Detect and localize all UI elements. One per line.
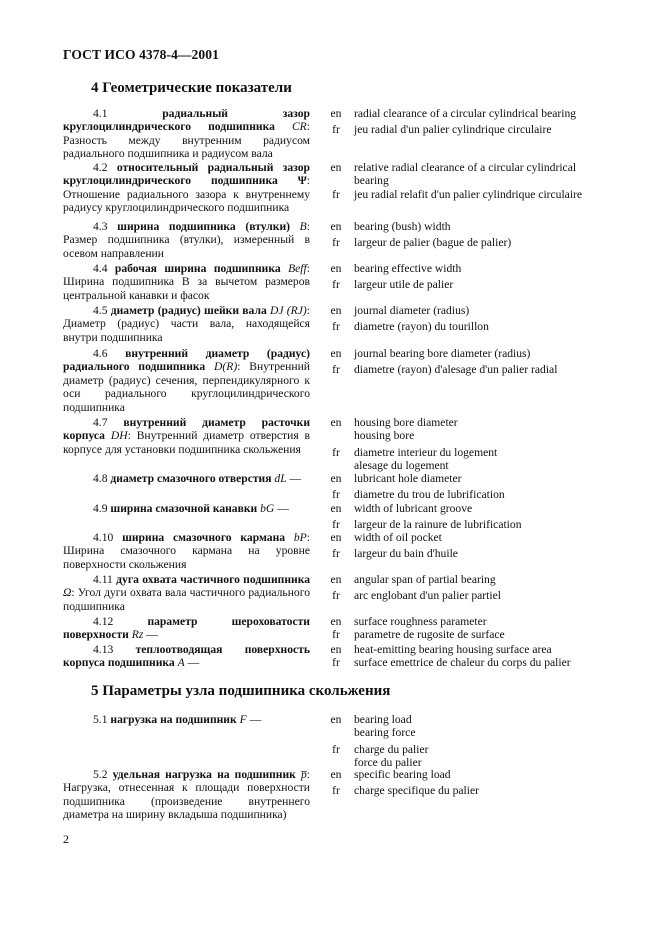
section-5-title: 5 Параметры узла подшипника скольжения <box>91 683 391 699</box>
term-definition: 4.11 дуга охвата частичного подшипника Ω: Угол дуги охвата вала частичного радиального подшипника <box>63 573 310 613</box>
term-name: радиальный зазор круглоцилиндрического подшипника <box>63 107 310 134</box>
term-name: внутренний диаметр (радиус) радиального подшипника <box>63 347 311 374</box>
term-definition: 4.4 рабочая ширина подшипника Beff: Ширина подшипника B за вычетом размеров центральной канавки и фасок <box>63 262 310 302</box>
term-translations: en specific bearing load fr charge specifique du palier <box>330 768 480 798</box>
term-definition: 4.10 ширина смазочного кармана bP: Ширина смазочного кармана на уровне поверхности скольжения <box>63 531 310 571</box>
term-name: параметр шероховатости поверхности <box>63 615 310 642</box>
term-definition: 4.12 параметр шероховатости поверхности Rz — <box>63 615 310 642</box>
standard-header: ГОСТ ИСО 4378-4—2001 <box>63 47 219 62</box>
term-translations: en bearing (bush) width fr largeur de palier (bague de palier) <box>330 220 512 250</box>
term-symbol: DH <box>110 429 128 443</box>
term-translations: en bearing effective width fr largeur utile de palier <box>330 262 462 292</box>
term-symbol: CR <box>291 120 307 134</box>
term-definition: 4.8 диаметр смазочного отверстия dL — <box>93 472 302 485</box>
term-definition: 4.13 теплоотводящая поверхность корпуса подшипника A — <box>63 643 310 670</box>
term-name: относительный радиальный зазор круглоцилиндрического подшипника <box>63 161 310 188</box>
term-name: дуга охвата частичного подшипника <box>116 573 310 586</box>
term-definition: 4.3 ширина подшипника (втулки) B: Размер подшипника (втулки), измеренный в осевом направлении <box>63 220 310 260</box>
term-name: ширина подшипника (втулки) <box>117 220 290 233</box>
term-name: нагрузка на подшипник <box>110 713 237 726</box>
term-name: удельная нагрузка на подшипник <box>112 768 296 781</box>
term-definition: 4.5 диаметр (радиус) шейки вала DJ (RJ): Диаметр (радиус) части вала, находящейся внутри подшипника <box>63 304 310 344</box>
term-name: диаметр (радиус) шейки вала <box>110 304 267 317</box>
term-name: диаметр смазочного отверстия <box>110 472 272 485</box>
term-name: рабочая ширина подшипника <box>114 262 281 275</box>
term-definition: 4.6 внутренний диаметр (радиус) радиального подшипника D(R): Внутренний диаметр (радиус) сечения, перпендикулярного к оси радиального круглоцилиндрического подшипника <box>63 347 311 414</box>
term-translations: en housing bore diameter housing bore fr diametre interieur du logement alesage du logement <box>330 416 498 473</box>
term-symbol: bP <box>293 531 307 544</box>
term-symbol: Ω <box>63 586 72 600</box>
term-symbol: dL <box>274 472 287 485</box>
term-name: ширина смазочного кармана <box>122 531 286 544</box>
term-translations: en journal bearing bore diameter (radius) fr diametre (rayon) d'alesage d'un palier radial <box>330 347 558 377</box>
term-symbol: p̅ <box>300 768 307 781</box>
term-symbol: F <box>239 713 247 726</box>
term-translations: en bearing load bearing force fr charge du palier force du palier <box>330 713 429 770</box>
term-definition: 4.9 ширина смазочной канавки bG — <box>93 502 289 515</box>
term-translations: en radial clearance of a circular cylindrical bearing fr jeu radial d'un palier cylindrique circulaire <box>330 107 577 137</box>
term-translations: en width of oil pocket fr largeur du bain d'huile <box>330 531 458 561</box>
term-definition: 5.2 удельная нагрузка на подшипник p̅: Нагрузка, отнесенная к площади поверхности подшипника (произведение внутреннего диаметра на ширину вкладыша подшипника) <box>63 768 310 822</box>
term-definition: 4.2 относительный радиальный зазор круглоцилиндрического подшипника Ψ: Отношение радиального зазора к внутреннему радиусу круглоцилиндрического подшипника <box>63 161 310 215</box>
term-translations: en heat-emitting bearing housing surface area fr surface emettrice de chaleur du corps du palier <box>330 643 571 670</box>
term-symbol: Rz <box>131 628 144 642</box>
term-symbol: A <box>177 656 185 670</box>
term-definition: 4.7 внутренний диаметр расточки корпуса DH: Внутренний диаметр отверстия в корпусе для установки подшипника скольжения <box>63 416 310 456</box>
term-symbol: Beff <box>288 262 307 275</box>
term-translations: en lubricant hole diameter fr diametre du trou de lubrification <box>330 472 505 502</box>
term-symbol: bG <box>260 502 275 515</box>
term-symbol: B <box>299 220 307 233</box>
term-name: теплоотводящая поверхность корпуса подшипника <box>63 643 310 670</box>
term-translations: en width of lubricant groove fr largeur de la rainure de lubrification <box>330 502 522 532</box>
term-translations: en angular span of partial bearing fr arc englobant d'un palier partiel <box>330 573 501 603</box>
term-translations: en surface roughness parameter fr parametre de rugosite de surface <box>330 615 505 642</box>
section-4-title: 4 Геометрические показатели <box>91 80 292 96</box>
term-translations: en relative radial clearance of a circular cylindrical bearing fr jeu radial relafit d'un palier cylindrique circulaire <box>330 161 583 201</box>
term-symbol: D(R) <box>214 360 238 374</box>
term-definition: 5.1 нагрузка на подшипник F — <box>93 713 262 726</box>
page-number: 2 <box>63 832 69 846</box>
term-name: ширина смазочной канавки <box>110 502 258 515</box>
term-symbol: Ψ <box>297 174 307 188</box>
term-translations: en journal diameter (radius) fr diametre (rayon) du tourillon <box>330 304 489 334</box>
term-symbol: DJ (RJ) <box>270 304 307 317</box>
term-definition: 4.1 радиальный зазор круглоцилиндрического подшипника CR: Разность между внутренним радиусом радиального подшипника и радиусом вала <box>63 107 310 161</box>
term-name: внутренний диаметр расточки корпуса <box>63 416 310 443</box>
